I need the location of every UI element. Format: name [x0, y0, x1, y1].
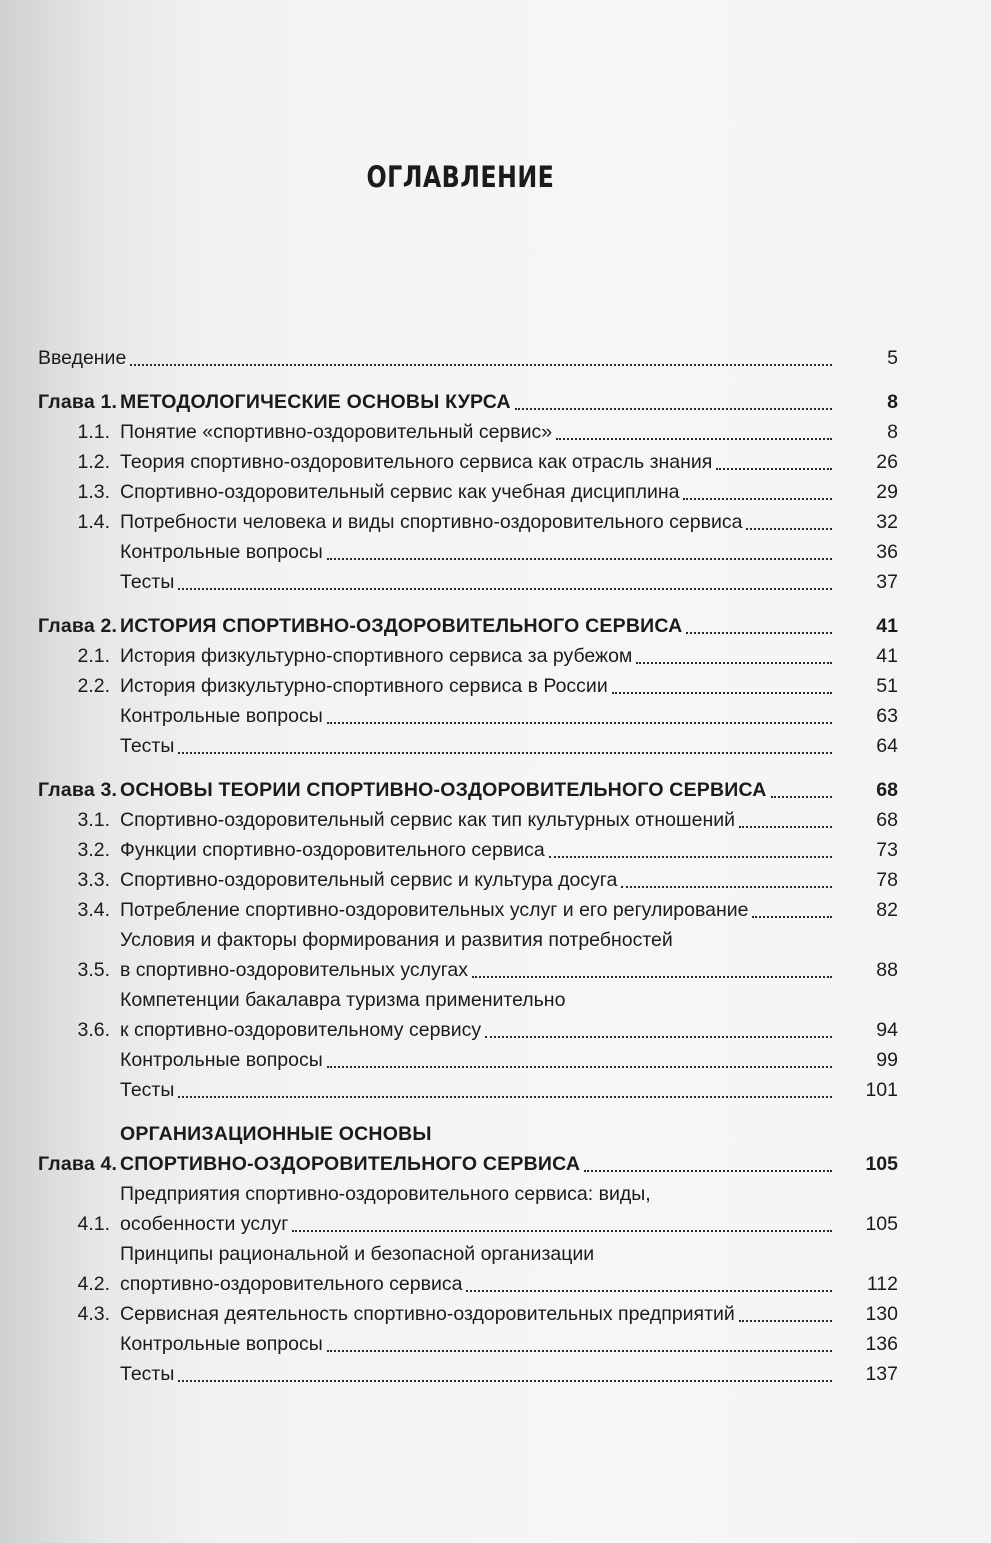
toc-entry-row[interactable]	[38, 567, 898, 597]
toc-page-number: 88	[876, 959, 898, 981]
dot-leader	[739, 826, 832, 828]
toc-entry-number: 1.4.	[77, 511, 110, 533]
toc-entry-title: СПОРТИВНО-ОЗДОРОВИТЕЛЬНОГО СЕРВИСА	[120, 1153, 581, 1175]
toc-page-number: 26	[876, 451, 898, 473]
toc-entry-number: 2.2.	[77, 675, 110, 697]
toc-page-number: 78	[876, 869, 898, 891]
toc-entry-number: Глава 1.	[38, 391, 118, 413]
toc-entry-number: 4.1.	[77, 1213, 110, 1235]
dot-leader	[612, 692, 832, 694]
dot-leader	[485, 1036, 832, 1038]
toc-entry-number: Глава 4.	[38, 1153, 118, 1175]
toc-entry-title: История физкультурно-спортивного сервиса за рубежом	[120, 645, 633, 667]
toc-entry-title: особенности услуг	[120, 1213, 289, 1235]
dot-leader	[327, 1066, 832, 1068]
dot-leader	[584, 1170, 832, 1172]
toc-page-number: 112	[866, 1273, 898, 1295]
toc-entry-title: Спортивно-оздоровительный сервис и культура досуга	[120, 869, 618, 891]
dot-leader	[549, 856, 832, 858]
toc-page-number: 41	[876, 645, 898, 667]
dot-leader	[327, 558, 832, 560]
dot-leader	[686, 632, 832, 634]
dot-leader	[746, 528, 832, 530]
toc-entry-title: Тесты	[120, 1079, 175, 1101]
toc-entry-row[interactable]	[38, 417, 898, 447]
toc-entry-row[interactable]	[38, 1179, 898, 1239]
toc-entry-row[interactable]	[38, 477, 898, 507]
dot-leader	[716, 468, 832, 470]
toc-entry-row[interactable]	[38, 701, 898, 731]
toc-entry-title: Потребности человека и виды спортивно-оздоровительного сервиса	[120, 511, 743, 533]
toc-entry-number: 3.6.	[77, 1019, 110, 1041]
toc-entry-row[interactable]	[38, 925, 898, 985]
toc-entry-title: Введение	[38, 347, 127, 369]
dot-leader	[636, 662, 832, 664]
toc-entry-row[interactable]	[38, 805, 898, 835]
toc-entry-title: Контрольные вопросы	[120, 705, 323, 727]
toc-entry-title: Теория спортивно-оздоровительного сервиса как отрасль знания	[120, 451, 713, 473]
toc-entry-number: 4.2.	[77, 1273, 110, 1295]
toc-page-number: 105	[865, 1153, 898, 1175]
toc-entry-title: в спортивно-оздоровительных услугах	[120, 959, 469, 981]
dot-leader	[515, 408, 832, 410]
toc-entry-row[interactable]	[38, 1045, 898, 1075]
toc-page-number: 68	[876, 809, 898, 831]
dot-leader	[466, 1290, 832, 1292]
toc-entry-title: Принципы рациональной и безопасной организации	[120, 1243, 595, 1265]
toc-page-number: 37	[876, 571, 898, 593]
toc-entry-title: Сервисная деятельность спортивно-оздоровительных предприятий	[120, 1303, 735, 1325]
toc-entry-title: История физкультурно-спортивного сервиса в России	[120, 675, 608, 697]
toc-entry-row[interactable]	[38, 343, 898, 373]
toc-entry-row[interactable]	[38, 447, 898, 477]
toc-entry-title: Контрольные вопросы	[120, 541, 323, 563]
toc-page-number: 137	[865, 1363, 898, 1385]
toc-entry-title: Спортивно-оздоровительный сервис как учебная дисциплина	[120, 481, 680, 503]
toc-chapter-row[interactable]	[38, 387, 898, 417]
table-of-contents	[38, 343, 898, 1389]
dot-leader	[771, 796, 832, 798]
toc-entry-row[interactable]	[38, 1299, 898, 1329]
dot-leader	[621, 886, 832, 888]
toc-page-number: 130	[865, 1303, 898, 1325]
toc-entry-title: МЕТОДОЛОГИЧЕСКИЕ ОСНОВЫ КУРСА	[120, 391, 511, 413]
toc-page-number: 68	[876, 779, 898, 801]
toc-entry-number: 2.1.	[77, 645, 110, 667]
dot-leader	[327, 722, 832, 724]
toc-entry-row[interactable]	[38, 865, 898, 895]
toc-entry-number: Глава 3.	[38, 779, 118, 801]
toc-entry-title: Функции спортивно-оздоровительного сервиса	[120, 839, 545, 861]
toc-entry-number: 3.4.	[77, 899, 110, 921]
toc-entry-row[interactable]	[38, 985, 898, 1045]
toc-page-number: 36	[876, 541, 898, 563]
toc-entry-title: Тесты	[120, 735, 175, 757]
toc-chapter-row[interactable]	[38, 611, 898, 641]
toc-page-number: 41	[876, 615, 898, 637]
toc-entry-number: 1.3.	[77, 481, 110, 503]
toc-entry-title: Тесты	[120, 1363, 175, 1385]
toc-entry-title: Потребление спортивно-оздоровительных услуг и его регулирование	[120, 899, 749, 921]
toc-page-number: 82	[876, 899, 898, 921]
dot-leader	[178, 588, 832, 590]
toc-entry-row[interactable]	[38, 895, 898, 925]
toc-page-number: 8	[887, 391, 898, 413]
toc-entry-row[interactable]	[38, 537, 898, 567]
toc-page-number: 101	[865, 1079, 898, 1101]
toc-entry-row[interactable]	[38, 1359, 898, 1389]
toc-page-number: 8	[887, 421, 898, 443]
toc-entry-number: 3.1.	[77, 809, 110, 831]
toc-entry-row[interactable]	[38, 1239, 898, 1299]
toc-page-number: 94	[876, 1019, 898, 1041]
dot-leader	[472, 976, 832, 978]
toc-page-number: 29	[876, 481, 898, 503]
toc-entry-row[interactable]	[38, 507, 898, 537]
dot-leader	[327, 1350, 832, 1352]
toc-page-number: 63	[876, 705, 898, 727]
toc-entry-number: 3.2.	[77, 839, 110, 861]
dot-leader	[752, 916, 832, 918]
dot-leader	[683, 498, 832, 500]
toc-entry-number: 3.5.	[77, 959, 110, 981]
toc-entry-title: Спортивно-оздоровительный сервис как тип культурных отношений	[120, 809, 736, 831]
dot-leader	[178, 752, 832, 754]
toc-entry-title: Условия и факторы формирования и развития потребностей	[120, 929, 673, 951]
toc-entry-number: 4.3.	[77, 1303, 110, 1325]
toc-entry-row[interactable]	[38, 641, 898, 671]
toc-page-number: 136	[865, 1333, 898, 1355]
toc-entry-number: Глава 2.	[38, 615, 118, 637]
dot-leader	[130, 364, 832, 366]
toc-entry-row[interactable]	[38, 1075, 898, 1105]
toc-page-number: 73	[876, 839, 898, 861]
dot-leader	[178, 1380, 832, 1382]
toc-entry-row[interactable]	[38, 671, 898, 701]
toc-page-number: 64	[876, 735, 898, 757]
toc-entry-title: Компетенции бакалавра туризма применительно	[120, 989, 566, 1011]
toc-page-number: 99	[876, 1049, 898, 1071]
toc-entry-title: ОРГАНИЗАЦИОННЫЕ ОСНОВЫ	[120, 1123, 432, 1145]
dot-leader	[739, 1320, 832, 1322]
toc-entry-number: 1.2.	[77, 451, 110, 473]
toc-entry-title: к спортивно-оздоровительному сервису	[120, 1019, 482, 1041]
toc-entry-row[interactable]	[38, 835, 898, 865]
toc-entry-title: Понятие «спортивно-оздоровительный сервис»	[120, 421, 553, 443]
toc-entry-title: спортивно-оздоровительного сервиса	[120, 1273, 463, 1295]
toc-entry-number: 1.1.	[77, 421, 110, 443]
dot-leader	[292, 1230, 832, 1232]
toc-page-number: 32	[876, 511, 898, 533]
dot-leader	[556, 438, 832, 440]
dot-leader	[178, 1096, 832, 1098]
toc-entry-title: Тесты	[120, 571, 175, 593]
toc-entry-row[interactable]	[38, 1329, 898, 1359]
toc-page-number: 5	[887, 347, 898, 369]
toc-entry-title: Предприятия спортивно-оздоровительного сервиса: виды,	[120, 1183, 651, 1205]
toc-entry-number: 3.3.	[77, 869, 110, 891]
toc-entry-title: Контрольные вопросы	[120, 1333, 323, 1355]
toc-entry-title: ОСНОВЫ ТЕОРИИ СПОРТИВНО-ОЗДОРОВИТЕЛЬНОГО СЕРВИСА	[120, 779, 767, 801]
toc-page-number: 105	[865, 1213, 898, 1235]
page-title: ОГЛАВЛЕНИЕ	[366, 160, 555, 194]
toc-entry-title: ИСТОРИЯ СПОРТИВНО-ОЗДОРОВИТЕЛЬНОГО СЕРВИСА	[120, 615, 683, 637]
toc-chapter-row[interactable]	[38, 775, 898, 805]
toc-page-number: 51	[876, 675, 898, 697]
toc-entry-row[interactable]	[38, 731, 898, 761]
toc-chapter-row[interactable]	[38, 1119, 898, 1179]
toc-entry-title: Контрольные вопросы	[120, 1049, 323, 1071]
